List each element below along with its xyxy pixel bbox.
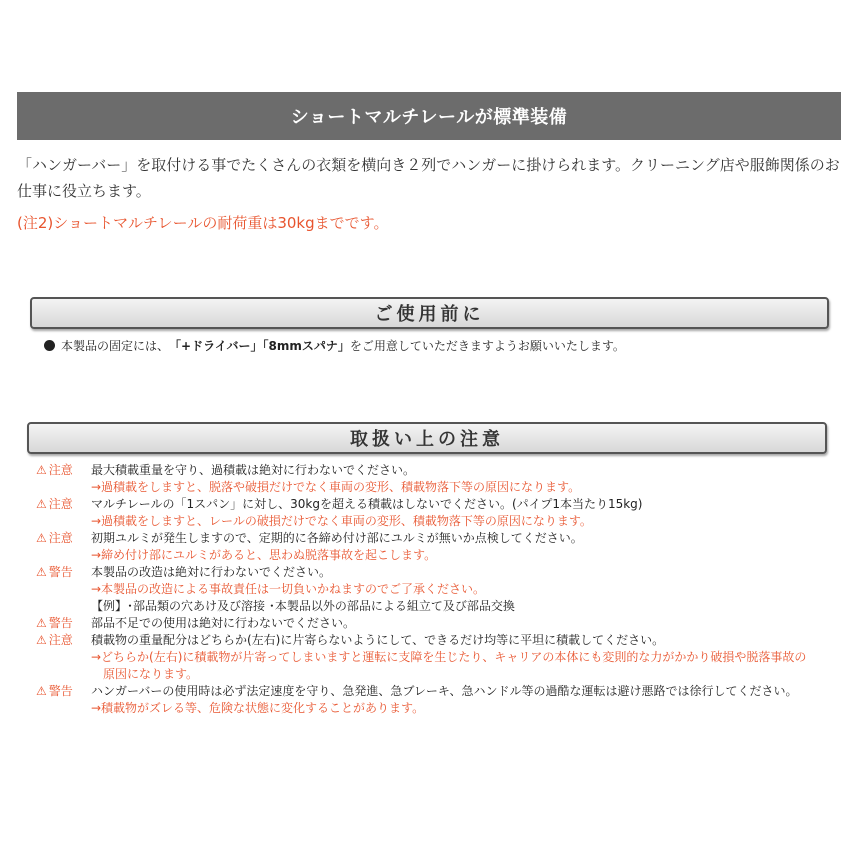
intro-text: 「ハンガーバー」を取付ける事でたくさんの衣類を横向き２列でハンガーに掛けられます。クリーニング店や服飾関係のお仕事に役立ちます。 xyxy=(17,156,840,200)
cautions-list xyxy=(36,462,846,717)
caution-sub: →積載物がズレる等、危険な状態に変化することがあります。 xyxy=(91,701,425,715)
section-title-bar xyxy=(17,92,841,140)
caution-tag: 注意 xyxy=(48,463,73,477)
warning-triangle-icon: ⚠ xyxy=(36,497,47,511)
load-note: (注2)ショートマルチレールの耐荷重は30kgまでです。 xyxy=(17,214,389,232)
caution-text: 積載物の重量配分はどちらか(左右)に片寄らないようにして、できるだけ均等に平坦に積載してください。 xyxy=(91,633,665,647)
warning-triangle-icon: ⚠ xyxy=(36,565,47,579)
caution-item xyxy=(36,683,846,700)
caution-tag: 警告 xyxy=(48,565,73,579)
before-use-title: ご使用前に xyxy=(374,304,485,325)
caution-text: ハンガーバーの使用時は必ず法定速度を守り、急発進、急ブレーキ、急ハンドル等の過酷な運転は避け悪路では徐行してください。 xyxy=(91,684,798,698)
caution-item xyxy=(36,462,846,479)
caution-sub: →締め付け部にユルミがあると、思わぬ脱落事故を起こします。 xyxy=(91,548,437,562)
caution-tag: 注意 xyxy=(48,633,73,647)
caution-tag: 注意 xyxy=(48,531,73,545)
bullet-text-pre: 本製品の固定には、 xyxy=(61,339,170,353)
caution-item xyxy=(36,496,846,513)
bullet-text-post: をご用意していただきますようお願いいたします。 xyxy=(349,339,625,353)
caution-item xyxy=(36,615,846,632)
caution-text: 初期ユルミが発生しますので、定期的に各締め付け部にユルミが無いか点検してください。 xyxy=(91,531,583,545)
bullet-text-tools: 「+ドライバー」「8mmスパナ」 xyxy=(169,339,350,353)
caution-example: 【例】･部品類の穴あけ及び溶接 ･本製品以外の部品による組立て及び部品交換 xyxy=(91,599,515,613)
warning-triangle-icon: ⚠ xyxy=(36,616,47,630)
caution-sub: →どちらか(左右)に積載物が片寄ってしまいますと運転に支障を生じたり、キャリアの本体にも変則的な力がかかり破損や脱落事故の xyxy=(91,650,807,664)
caution-text: 本製品の改造は絶対に行わないでください。 xyxy=(91,565,332,579)
caution-item xyxy=(36,564,846,581)
cautions-title: 取扱い上の注意 xyxy=(350,429,504,450)
caution-text: 最大積載重量を守り、過積載は絶対に行わないでください。 xyxy=(91,463,416,477)
caution-tag: 警告 xyxy=(48,684,73,698)
caution-sub: →過積載をしますと、脱落や破損だけでなく車両の変形、積載物落下等の原因になります。 xyxy=(91,480,581,494)
cautions-header xyxy=(27,422,827,454)
before-use-header xyxy=(30,297,829,329)
caution-sub: →過積載をしますと、レールの破損だけでなく車両の変形、積載物落下等の原因になります。 xyxy=(91,514,592,528)
caution-tag: 警告 xyxy=(48,616,73,630)
caution-sub: →本製品の改造による事故責任は一切負いかねますのでご了承ください。 xyxy=(91,582,486,596)
warning-triangle-icon: ⚠ xyxy=(36,531,47,545)
warning-triangle-icon: ⚠ xyxy=(36,684,47,698)
caution-text: 部品不足での使用は絶対に行わないでください。 xyxy=(91,616,356,630)
warning-triangle-icon: ⚠ xyxy=(36,633,47,647)
section-title: ショートマルチレールが標準装備 xyxy=(290,107,568,128)
warning-triangle-icon: ⚠ xyxy=(36,463,47,477)
caution-item xyxy=(36,632,846,649)
before-use-bullet xyxy=(44,337,625,354)
caution-item xyxy=(36,530,846,547)
caution-text: マルチレールの「1スパン」に対し、30kgを超える積載はしないでください。(パイプ1本当たり15kg) xyxy=(91,497,643,511)
caution-sub-cont: 原因になります。 xyxy=(103,667,199,681)
caution-tag: 注意 xyxy=(48,497,73,511)
bullet-dot-icon xyxy=(44,340,55,351)
